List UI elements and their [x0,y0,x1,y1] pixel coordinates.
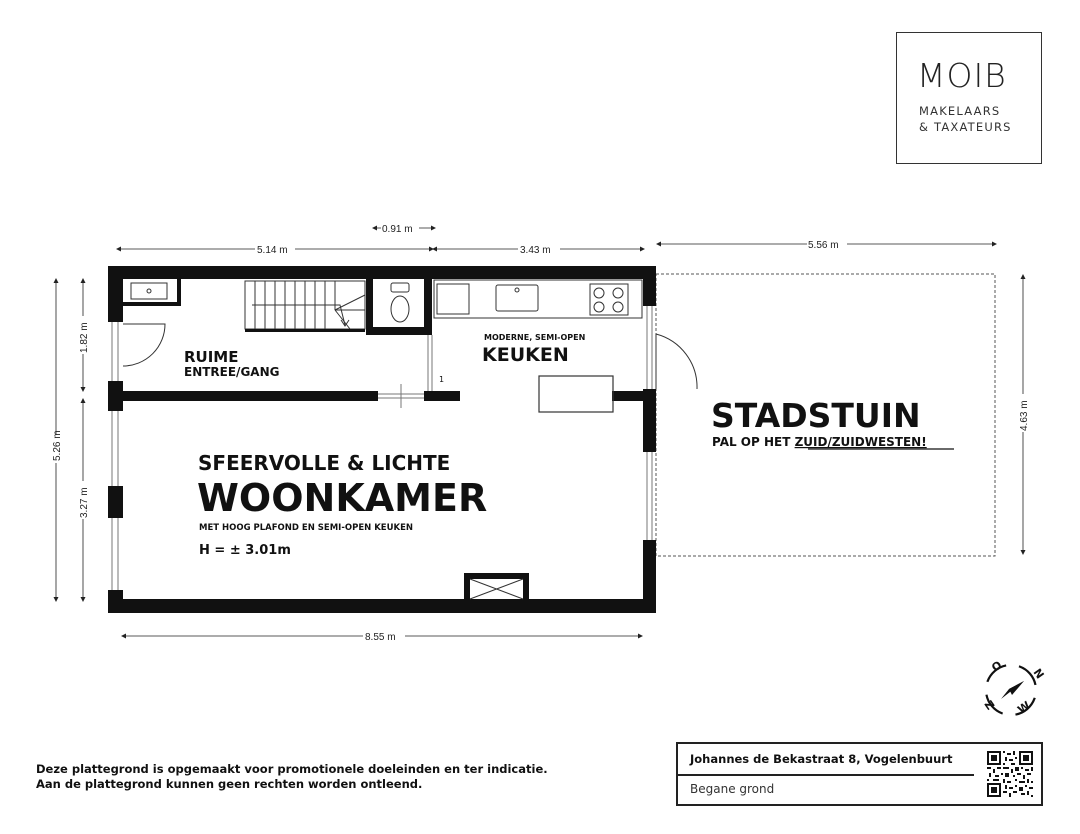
stair-edge [245,329,365,332]
logo-main: MOIB [917,56,1007,95]
entree-sub: ENTREE/GANG [184,365,280,379]
kitchen-island [539,376,613,412]
compass-z: Z [981,698,997,713]
kitchen-counter [434,280,642,318]
disclaimer-line2: Aan de plattegrond kunnen geen rechten worden ontleend. [36,777,423,791]
stadstuin-sub-direction: ZUID/ZUIDWESTEN! [794,435,927,449]
entree-title: RUIME [184,348,239,366]
woonkamer-line1: SFEERVOLLE & LICHTE [198,451,451,475]
dim-855: 8.55 m [365,632,396,643]
address-box [676,742,1043,806]
compass-o: O [989,658,1005,675]
logo [896,32,1042,164]
dim-463: 4.63 m [1019,400,1030,431]
woonkamer-label: WOONKAMER [197,476,488,520]
dim-556: 5.56 m [808,240,839,251]
disclaimer [36,762,548,792]
qr-code-icon [987,751,1033,797]
toilet [391,283,409,322]
logo-line1: MAKELAARS [919,104,1001,118]
compass-n: N [1030,666,1047,682]
dim-526: 5.26 m [52,430,63,461]
keuken-small-label: MODERNE, SEMI-OPEN [484,333,586,342]
keuken-label: KEUKEN [482,344,569,366]
compass [979,658,1047,722]
stair-number: 1 [439,375,445,384]
stadstuin-sub-pre: PAL OP HET [712,435,795,449]
logo-line2: & TAXATEURS [919,120,1012,134]
dim-182: 1.82 m [79,322,90,353]
address-divider [678,774,974,776]
disclaimer-line1: Deze plattegrond is opgemaakt voor promotionele doeleinden en ter indicatie. [36,762,548,776]
compass-w: W [1015,698,1033,717]
dim-091: 0.91 m [382,224,413,235]
floor-name: Begane grond [690,782,775,796]
stadstuin-sub [712,435,927,449]
stadstuin-label: STADSTUIN [711,396,921,435]
stairs [245,281,365,329]
dim-343: 3.43 m [520,245,551,256]
address: Johannes de Bekastraat 8, Vogelenbuurt [690,752,953,766]
dim-514: 5.14 m [257,245,288,256]
fireplace [464,573,529,603]
woonkamer-height: H = ± 3.01m [199,543,291,558]
sink-small [131,283,167,299]
woonkamer-sub: MET HOOG PLAFOND EN SEMI-OPEN KEUKEN [199,523,414,533]
dim-327: 3.27 m [79,487,90,518]
